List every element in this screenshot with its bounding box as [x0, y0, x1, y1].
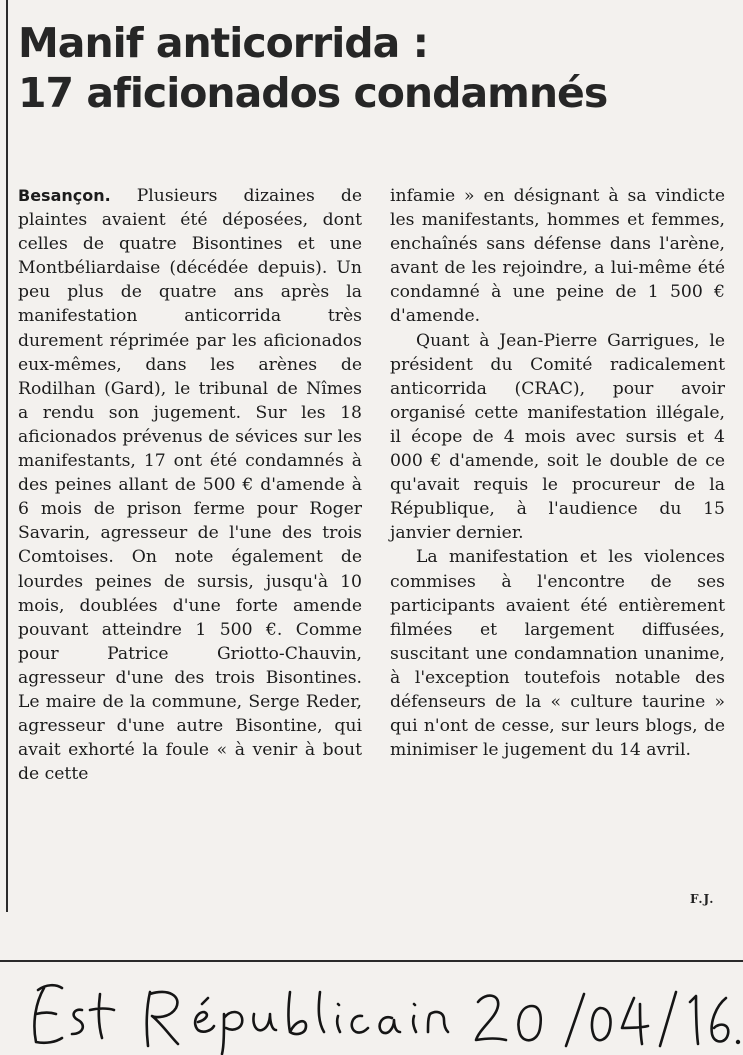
article-paragraph-1-continued	[390, 184, 725, 329]
dateline: Besançon.	[18, 186, 111, 205]
headline-line-1: Manif anticorrida :	[18, 19, 428, 67]
headline-line-2: 17 aficionados condamnés	[18, 69, 608, 117]
paragraph-1-continuation: infamie » en désignant à sa vindicte les manifestants, hommes et femmes, enchaînés sans défense dans l'arène, avant de les rejoindre, a lui-même été condamné à une peine de 1 500 € d'amende.	[390, 186, 725, 327]
article-paragraph-2: Quant à Jean-Pierre Garrigues, le président du Comité radicalement anticorrida (CRAC), pour avoir organisé cette manifestation illégale, il écope de 4 mois avec sursis et 4 000 € d'amende, soit le double de ce qu'avait requis le procureur de la République, à l'audience du 15 janvier dernier.	[390, 330, 725, 544]
author-signature: F.J.	[690, 892, 715, 906]
article-paragraph-3: La manifestation et les violences commises à l'encontre de ses participants avaient été entièrement filmées et largement diffusées, suscitant une condamnation unanime, à l'exception toutefois notable des défenseurs de la « culture taurine » qui n'ont de cesse, sur leurs blogs, de minimiser le jugement du 14 avril.	[390, 547, 725, 761]
column-rule	[6, 0, 8, 912]
headline	[18, 18, 728, 118]
paragraph-1-text: Plusieurs dizaines de plaintes avaient été déposées, dont celles de quatre Bisontines et une Montbéliardaise (décédée depuis). Un peu plus de quatre ans après la manifestation anticorrida très durement réprimée par les aficionados eux-mêmes, dans les arènes de Rodilhan (Gard), le tribunal de Nîmes a rendu son jugement. Sur les 18 aficionados prévenus de sévices sur les manifestants, 17 ont été condamnés à des peines allant de 500 € d'amende à 6 mois de prison ferme pour Roger Savarin, agresseur de l'une des trois Comtoises. On note également de lourdes peines de sursis, jusqu'à 10 mois, doublées d'une forte amende pouvant atteindre 1 500 €. Comme pour Patrice Griotto-Chauvin, agresseur d'une des trois Bisontines. Le maire de la commune, Serge Reder, agresseur d'une autre Bisontine, qui avait exhorté la foule « à venir à bout de cette	[18, 186, 362, 785]
article-paragraph-1	[18, 184, 362, 786]
article-column-1	[18, 184, 362, 786]
handwritten-source-note	[0, 962, 743, 1055]
article-column-2	[390, 184, 725, 762]
